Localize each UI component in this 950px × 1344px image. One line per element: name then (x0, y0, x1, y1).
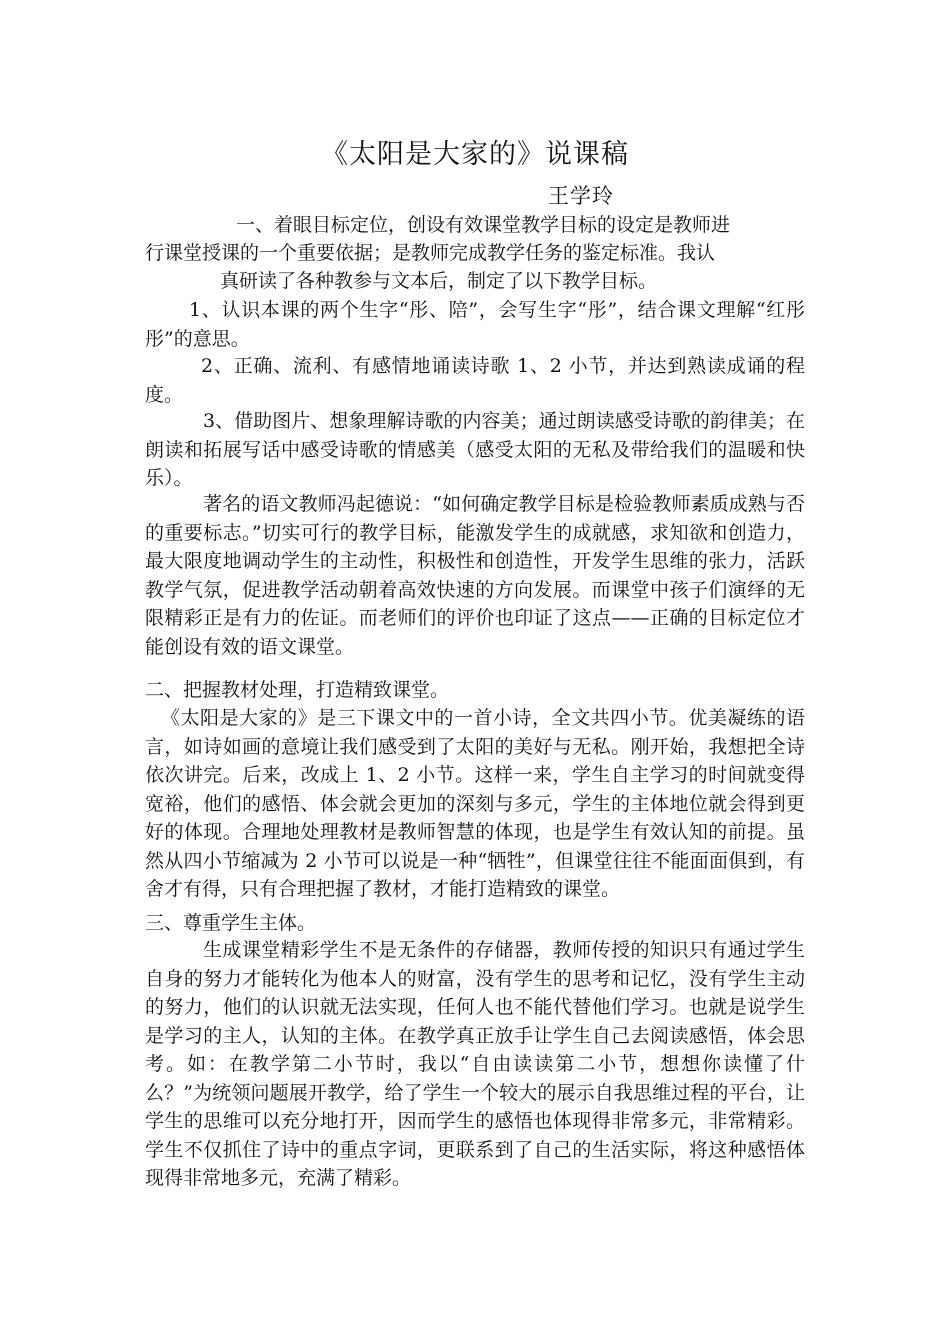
section2-paragraph: 《太阳是大家的》是三下课文中的一首小诗，全文共四小节。优美凝练的语言，如诗如画的意境让我们感受到了太阳的美好与无私。刚开始，我想把全诗依次讲完。后来，改成上 1、2 小节。这样一来，学生自主学习的时间就变得宽裕，他们的感悟、体会就会更加的深刻与多元，学生的主体地位就会得到更好的体现。合理地处理教材是教师智慧的体现，也是学生有效认知的前提。虽然从四小节缩减为 2 小节可以说是一种“牺牲”，但课堂往往不能面面俱到，有舍才有得，只有合理把握了教材，才能打造精致的课堂。 (145, 707, 805, 900)
section2-heading: 二、把握教材处理，打造精致课堂。 (145, 679, 450, 701)
section1-line1: 一、着眼目标定位，创设有效课堂教学目标的设定是教师进 (236, 214, 731, 236)
section1-line2: 行课堂授课的一个重要依据；是教师完成教学任务的鉴定标准。我认 (145, 242, 716, 264)
goal-3: 3、借助图片、想象理解诗歌的内容美；通过朗读感受诗歌的韵律美；在朗读和拓展写话中感受诗歌的情感美（感受太阳的无私及带给我们的温暖和快乐）。 (145, 410, 805, 489)
goal-2: 2、正确、流利、有感情地诵读诗歌 1、2 小节，并达到熟读成诵的程度。 (145, 355, 805, 406)
section3-heading: 三、尊重学生主体。 (145, 912, 317, 934)
goal-1: 1、认识本课的两个生字“彤、陪”，会写生字“彤”，结合课文理解“红彤彤”的意思。 (145, 299, 805, 350)
document-title: 《太阳是大家的》说课稿 (321, 139, 629, 170)
section3-paragraph: 生成课堂精彩学生不是无条件的存储器，教师传授的知识只有通过学生自身的努力才能转化为他本人的财富，没有学生的思考和记忆，没有学生主动的努力，他们的认识就无法实现，任何人也不能代替他们学习。也就是说学生是学习的主人，认知的主体。在教学真正放手让学生自己去阅读感悟，体会思考。如：在教学第二小节时，我以“自由读读第二小节，想想你读懂了什么？”为统领问题展开教学，给了学生一个较大的展示自我思维过程的平台，让学生的思维可以充分地打开，因而学生的感悟也体现得非常多元，非常精彩。学生不仅抓住了诗中的重点字词，更联系到了自己的生活实际，将这种感悟体现得非常地多元，充满了精彩。 (145, 939, 805, 1189)
author-name: 王学玲 (548, 184, 614, 208)
quote-paragraph: 著名的语文教师冯起德说：“如何确定教学目标是检验教师素质成熟与否的重要标志。”切实可行的教学目标，能激发学生的成就感，求知欲和创造力，最大限度地调动学生的主动性，积极性和创造性，开发学生思维的张力，活跃教学气氛，促进教学活动朝着高效快速的方向发展。而课堂中孩子们演绎的无限精彩正是有力的佐证。而老师们的评价也印证了这点——正确的目标定位才能创设有效的语文课堂。 (145, 493, 805, 658)
section1-line3: 真研读了各种教参与文本后，制定了以下教学目标。 (220, 270, 658, 292)
